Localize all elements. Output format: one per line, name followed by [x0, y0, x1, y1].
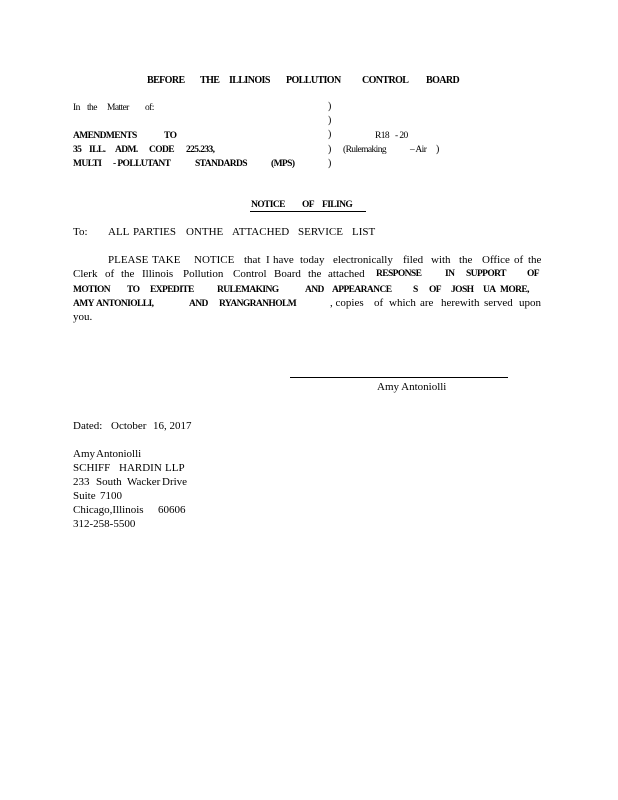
caption-word: (MPS) [271, 159, 295, 169]
body-word: NOTICE [194, 254, 235, 266]
body-word: RESPONSE [376, 269, 422, 279]
caption-word: TO [164, 131, 177, 141]
notice-word: OF [302, 200, 314, 210]
address-word: Wacker [127, 476, 161, 488]
body-word: the [459, 254, 473, 266]
matter-word: Matter [107, 103, 129, 113]
body-word: AMY [73, 299, 94, 309]
body-word: , copies [330, 297, 364, 309]
caption-paren: ) [328, 129, 332, 140]
body-word: herewith [441, 297, 480, 309]
notice-word: NOTICE [251, 200, 285, 210]
heading-word: CONTROL [362, 75, 409, 86]
docket-word: – Air [410, 145, 427, 155]
body-word: S [413, 285, 418, 295]
address-word: HARDIN [119, 462, 162, 474]
body-word: the [528, 254, 542, 266]
to-word: SERVICE [298, 226, 343, 238]
caption-word: AMENDMENTS [73, 131, 137, 141]
body-word: filed [403, 254, 424, 266]
body-word: I [266, 254, 270, 266]
address-word: Drive [162, 476, 188, 488]
body-word: UA [483, 285, 496, 295]
body-word: you. [73, 311, 93, 323]
caption-word: - POLLUTANT [113, 159, 171, 169]
heading-word: THE [200, 75, 220, 86]
caption-paren: ) [328, 115, 332, 126]
body-word: TO [127, 285, 140, 295]
address-word: 7100 [100, 490, 122, 502]
body-word: are [420, 297, 434, 309]
body-word: the [121, 268, 135, 280]
caption-word: 225.233, [186, 145, 215, 155]
body-word: of [514, 254, 524, 266]
body-word: today [300, 254, 325, 266]
address-word: 233 [73, 476, 90, 488]
body-word: EXPEDITE [150, 285, 194, 295]
address-word: Chicago,Illinois [73, 504, 144, 516]
address-word: Suite [73, 490, 96, 502]
caption-paren: ) [328, 144, 332, 155]
address-word: Amy [73, 448, 95, 460]
body-word: PLEASE [108, 254, 149, 266]
body-word: RULEMAKING [217, 285, 279, 295]
body-word: MORE, [500, 285, 529, 295]
body-word: upon [519, 297, 541, 309]
body-word: Board [274, 268, 301, 280]
body-word: APPEARANCE [332, 285, 392, 295]
body-word: Clerk [73, 268, 98, 280]
body-word: Pollution [183, 268, 224, 280]
body-word: MOTION [73, 285, 111, 295]
body-word: TAKE [152, 254, 181, 266]
body-word: AND [189, 299, 208, 309]
address-word: 312-258-5500 [73, 518, 136, 530]
to-word: ATTACHED [232, 226, 290, 238]
to-word: LIST [352, 226, 376, 238]
body-word: attached [328, 268, 365, 280]
body-word: JOSH [451, 285, 474, 295]
body-word: OF [429, 285, 441, 295]
heading-word: ILLINOIS [229, 75, 270, 86]
docket-word: - 20 [395, 131, 408, 141]
matter-word: of: [145, 103, 154, 113]
caption-paren: ) [328, 101, 332, 112]
dated-word: Dated: [73, 420, 103, 432]
to-word: To: [73, 226, 88, 238]
address-word: LLP [165, 462, 185, 474]
to-word: ALL [108, 226, 130, 238]
caption-paren: ) [328, 158, 332, 169]
body-word: have [273, 254, 294, 266]
docket-word: (Rulemaking [343, 145, 387, 155]
body-word: IN [445, 269, 455, 279]
docket-word: ) [436, 144, 440, 155]
body-word: Control [233, 268, 267, 280]
address-word: Antoniolli [96, 448, 142, 460]
caption-word: CODE [149, 145, 175, 155]
caption-word: MULTI [73, 159, 102, 169]
address-word: South [96, 476, 122, 488]
body-word: of [374, 297, 384, 309]
address-word: 60606 [158, 504, 186, 516]
body-word: OF [527, 269, 539, 279]
body-word: with [431, 254, 451, 266]
signature-name: Amy Antoniolli [377, 381, 447, 393]
body-word: the [308, 268, 322, 280]
docket-word: R18 [375, 131, 390, 141]
body-word: that [244, 254, 261, 266]
body-word: of [105, 268, 115, 280]
dated-word: 16, 2017 [153, 420, 192, 432]
body-word: AND [305, 285, 324, 295]
signature-line [290, 377, 508, 378]
matter-word: the [87, 103, 97, 113]
caption-word: ILL. [89, 145, 106, 155]
heading-word: BEFORE [147, 75, 185, 86]
dated-word: October [111, 420, 147, 432]
heading-word: POLLUTION [286, 75, 341, 86]
to-word: ONTHE [186, 226, 224, 238]
notice-word: FILING [322, 200, 353, 210]
body-word: served [484, 297, 513, 309]
matter-word: In [73, 103, 80, 113]
body-word: electronically [333, 254, 393, 266]
body-word: Office [482, 254, 510, 266]
heading-word: BOARD [426, 75, 460, 86]
body-word: RYANGRANHOLM [219, 299, 297, 309]
caption-word: STANDARDS [195, 159, 247, 169]
to-word: PARTIES [133, 226, 176, 238]
address-word: SCHIFF [73, 462, 111, 474]
caption-word: 35 [73, 145, 82, 155]
body-word: SUPPORT [466, 269, 506, 279]
caption-word: ADM. [115, 145, 138, 155]
body-word: ANTONIOLLI, [96, 299, 154, 309]
body-word: Illinois [142, 268, 174, 280]
body-word: which [389, 297, 416, 309]
notice-underline [250, 211, 366, 212]
